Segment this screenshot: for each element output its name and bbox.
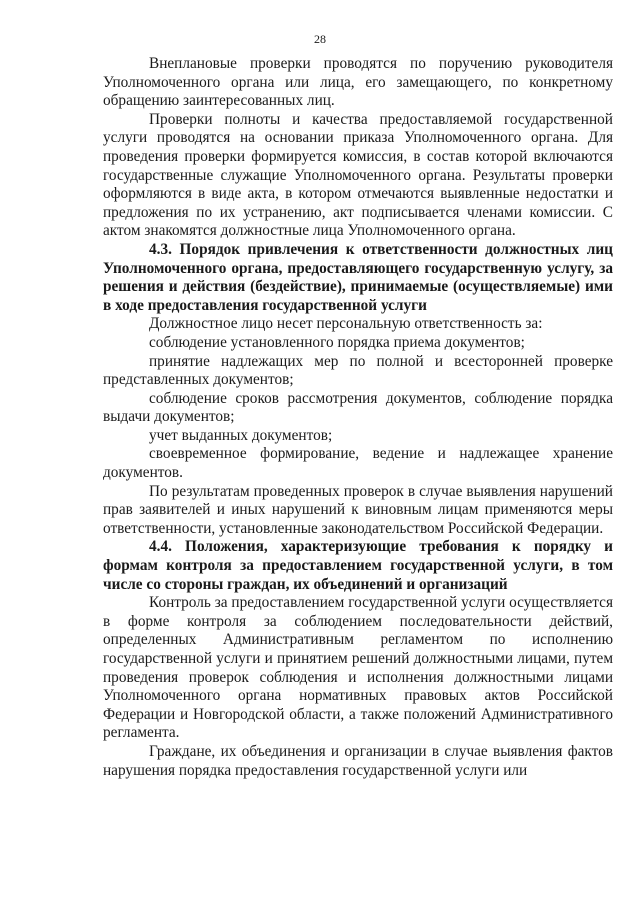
page-number: 28 xyxy=(314,32,326,46)
list-item: своевременное формирование, ведение и надлежащее хранение документов. xyxy=(103,445,613,482)
list-item: учет выданных документов; xyxy=(149,426,333,444)
paragraph-inspection-procedure: Проверки полноты и качества предоставляемой государственной услуги проводятся на основании приказа Уполномоченного органа. Для проведения проверки формируется комиссия, в состав которой включаются государственные служащие Уполномоченного органа. Результаты проверки оформляются в виде акта, в котором отмечаются выявленные недостатки и предложения по их устранению, акт подписывается членами комиссии. С актом знакомятся должностные лица Уполномоченного органа. xyxy=(103,110,613,240)
paragraph-citizens-control: Граждане, их объединения и организации в случае выявления фактов нарушения порядка предоставления государственной услуги или xyxy=(103,742,613,779)
section-heading-4-3: 4.3. Порядок привлечения к ответственности должностных лиц Уполномоченного органа, предоставляющего государственную услугу, за решения и действия (бездействие), принимаемые (осуществляемые) ими в ходе предоставления государственной услуги xyxy=(103,240,613,314)
document-body xyxy=(103,55,613,780)
paragraph-control-form: Контроль за предоставлением государственной услуги осуществляется в форме контроля за соблюдением последовательности действий, определенных Административным регламентом по исполнению государственной услуги и принятием решений должностными лицами, путем проведения проверок соблюдения и исполнения должностными лицами Уполномоченного органа нормативных правовых актов Российской Федерации и Новгородской области, а также положений Административного регламента. xyxy=(103,594,613,742)
section-heading-4-4: 4.4. Положения, характеризующие требования к порядку и формам контроля за предоставлением государственной услуги, в том числе со стороны граждан, их объединений и организаций xyxy=(103,538,613,593)
paragraph-unscheduled-inspections: Внеплановые проверки проводятся по поручению руководителя Уполномоченного органа или лица, его замещающего, по конкретному обращению заинтересованных лиц. xyxy=(103,55,613,110)
paragraph-responsibility-intro: Должностное лицо несет персональную ответственность за: xyxy=(149,315,543,333)
list-item: принятие надлежащих мер по полной и всесторонней проверке представленных документов; xyxy=(103,352,613,389)
list-item: соблюдение установленного порядка приема документов; xyxy=(149,333,525,351)
list-item: соблюдение сроков рассмотрения документов, соблюдение порядка выдачи документов; xyxy=(103,389,613,426)
paragraph-liability-measures: По результатам проведенных проверок в случае выявления нарушений прав заявителей и иных нарушений к виновным лицам применяются меры ответственности, установленные законодательством Российской Федерации. xyxy=(103,482,613,537)
